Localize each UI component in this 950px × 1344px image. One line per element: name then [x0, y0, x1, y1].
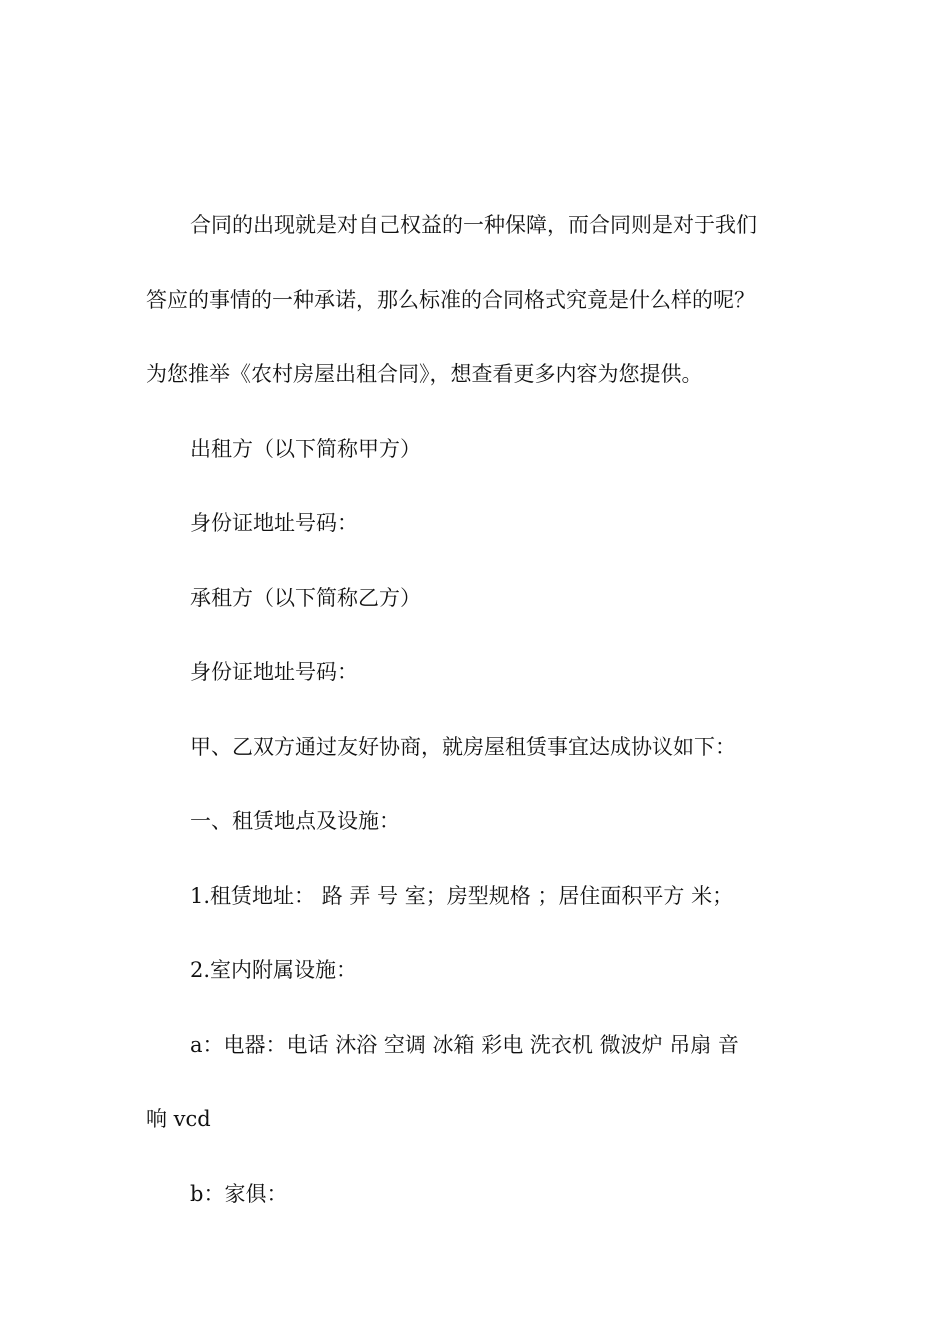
section-heading-1: 一、租赁地点及设施： [190, 809, 400, 833]
lessor-label: 出租方（以下简称甲方） [190, 436, 421, 461]
clause-furniture: b：家俱： [190, 1181, 288, 1206]
lessee-id-address-label: 身份证地址号码： [190, 660, 358, 684]
paragraph-intro-line-2: 答应的事情的一种承诺，那么标准的合同格式究竟是什么样的呢？ [146, 287, 755, 312]
document-body [146, 205, 806, 1248]
agreement-preamble: 甲、乙双方通过友好协商，就房屋租赁事宜达成协议如下： [190, 734, 736, 759]
lessee-label: 承租方（以下简称乙方） [190, 585, 421, 610]
clause-facilities: 2.室内附属设施： [190, 958, 358, 982]
lessor-id-address-label: 身份证地址号码： [190, 511, 358, 535]
paragraph-intro-line-1: 合同的出现就是对自己权益的一种保障，而合同则是对于我们 [190, 213, 757, 237]
clause-appliances-line-2: 响 vcd [146, 1107, 211, 1131]
clause-rental-address: 1.租赁地址： 路 弄 号 室；房型规格 ；居住面积平方 米； [190, 883, 734, 908]
paragraph-intro-line-3: 为您推举《农村房屋出租合同》，想查看更多内容为您提供。 [146, 362, 703, 386]
clause-appliances-line-1: a：电器：电话 沐浴 空调 冰箱 彩电 洗衣机 微波炉 吊扇 音 [190, 1032, 739, 1057]
